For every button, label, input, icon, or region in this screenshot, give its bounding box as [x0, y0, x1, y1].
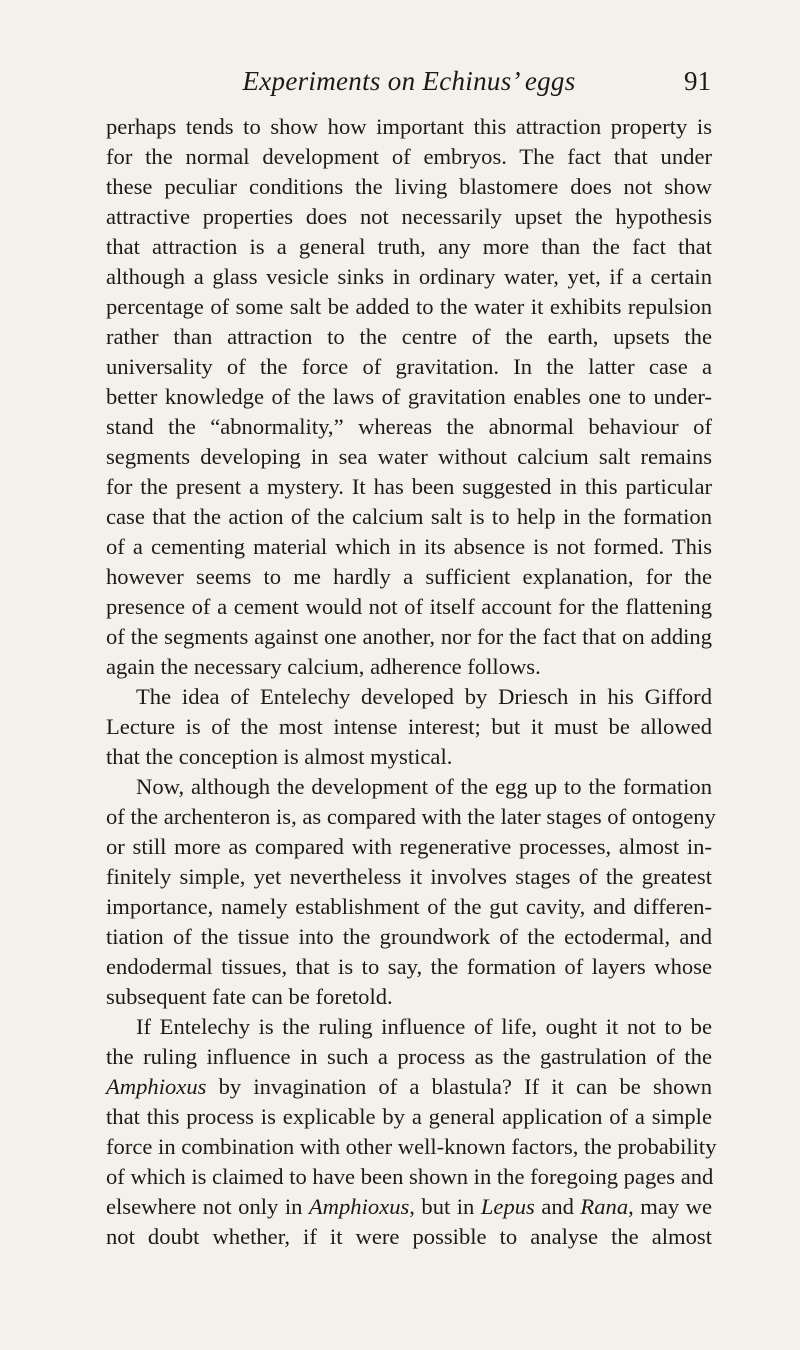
- italic-term: Lepus: [480, 1194, 535, 1219]
- text-line: although a glass vesicle sinks in ordinary water, yet, if a certain: [106, 264, 712, 289]
- text-line: these peculiar conditions the living blastomere does not show: [106, 174, 712, 199]
- text-line: subsequent fate can be foretold.: [106, 984, 393, 1009]
- text-line: percentage of some salt be added to the water it exhibits repulsion: [106, 294, 712, 319]
- page-header: [107, 66, 711, 106]
- text-line: or still more as compared with regenerative processes, almost in-: [106, 834, 712, 859]
- text-line: tiation of the tissue into the groundwork of the ectodermal, and: [106, 924, 712, 949]
- text-line: that the conception is almost mystical.: [106, 744, 453, 769]
- text-line: If Entelechy is the ruling influence of life, ought it not to be: [136, 1014, 712, 1039]
- text-segment: and: [534, 1194, 581, 1219]
- text-line: case that the action of the calcium salt is to help in the formation: [106, 504, 712, 529]
- text-line: The idea of Entelechy developed by Driesch in his Gifford: [136, 684, 712, 709]
- text-line: of a cementing material which in its absence is not formed. This: [106, 534, 712, 559]
- text-line: of the archenteron is, as compared with the later stages of ontogeny: [106, 804, 716, 829]
- text-segment: , but in: [409, 1194, 481, 1219]
- text-segment: elsewhere not only in: [106, 1194, 309, 1219]
- text-line: better knowledge of the laws of gravitation enables one to under-: [106, 384, 712, 409]
- body-text: [106, 112, 717, 1252]
- text-line: the ruling influence in such a process as the gastrulation of the: [106, 1044, 712, 1069]
- text-line: for the normal development of embryos. The fact that under: [106, 144, 712, 169]
- running-title: Experiments on Echinus’ eggs: [242, 66, 576, 96]
- text-line: attractive properties does not necessarily upset the hypothesis: [106, 204, 712, 229]
- italic-term: Amphioxus: [106, 1074, 207, 1099]
- page-number: 91: [684, 66, 711, 96]
- italic-term: Amphioxus: [308, 1194, 410, 1219]
- text-line: however seems to me hardly a sufficient explanation, for the: [106, 564, 712, 589]
- text-line: not doubt whether, if it were possible to analyse the almost: [106, 1224, 712, 1249]
- text-line: again the necessary calcium, adherence follows.: [106, 654, 541, 679]
- text-line: that this process is explicable by a general application of a simple: [106, 1104, 712, 1129]
- text-line: Now, although the development of the egg up to the formation: [136, 774, 712, 799]
- text-line: for the present a mystery. It has been suggested in this particular: [106, 474, 712, 499]
- text-line: perhaps tends to show how important this attraction property is: [106, 114, 712, 139]
- text-line: finitely simple, yet nevertheless it involves stages of the greatest: [106, 864, 712, 889]
- text-line: stand the “abnormality,” whereas the abnormal behaviour of: [106, 414, 712, 439]
- text-line: universality of the force of gravitation. In the latter case a: [106, 354, 712, 379]
- italic-term: Rana: [580, 1194, 629, 1219]
- text-line: force in combination with other well-known factors, the probability: [106, 1134, 717, 1159]
- text-line: importance, namely establishment of the gut cavity, and differen-: [106, 894, 712, 919]
- text-line: endodermal tissues, that is to say, the formation of layers whose: [106, 954, 712, 979]
- text-line: that attraction is a general truth, any more than the fact that: [106, 234, 712, 259]
- text-line: segments developing in sea water without calcium salt remains: [106, 444, 712, 469]
- text-line: presence of a cement would not of itself account for the flattening: [106, 594, 712, 619]
- text-line: [106, 1072, 712, 1102]
- text-segment: by invagination of a blastula? If it can be shown: [206, 1074, 712, 1099]
- text-line: rather than attraction to the centre of the earth, upsets the: [106, 324, 712, 349]
- text-line: of the segments against one another, nor for the fact that on adding: [106, 624, 712, 649]
- text-line: [106, 1192, 712, 1222]
- text-line: Lecture is of the most intense interest; but it must be allowed: [106, 714, 712, 739]
- text-segment: , may we: [628, 1194, 712, 1219]
- text-line: of which is claimed to have been shown in the foregoing pages and: [106, 1164, 714, 1189]
